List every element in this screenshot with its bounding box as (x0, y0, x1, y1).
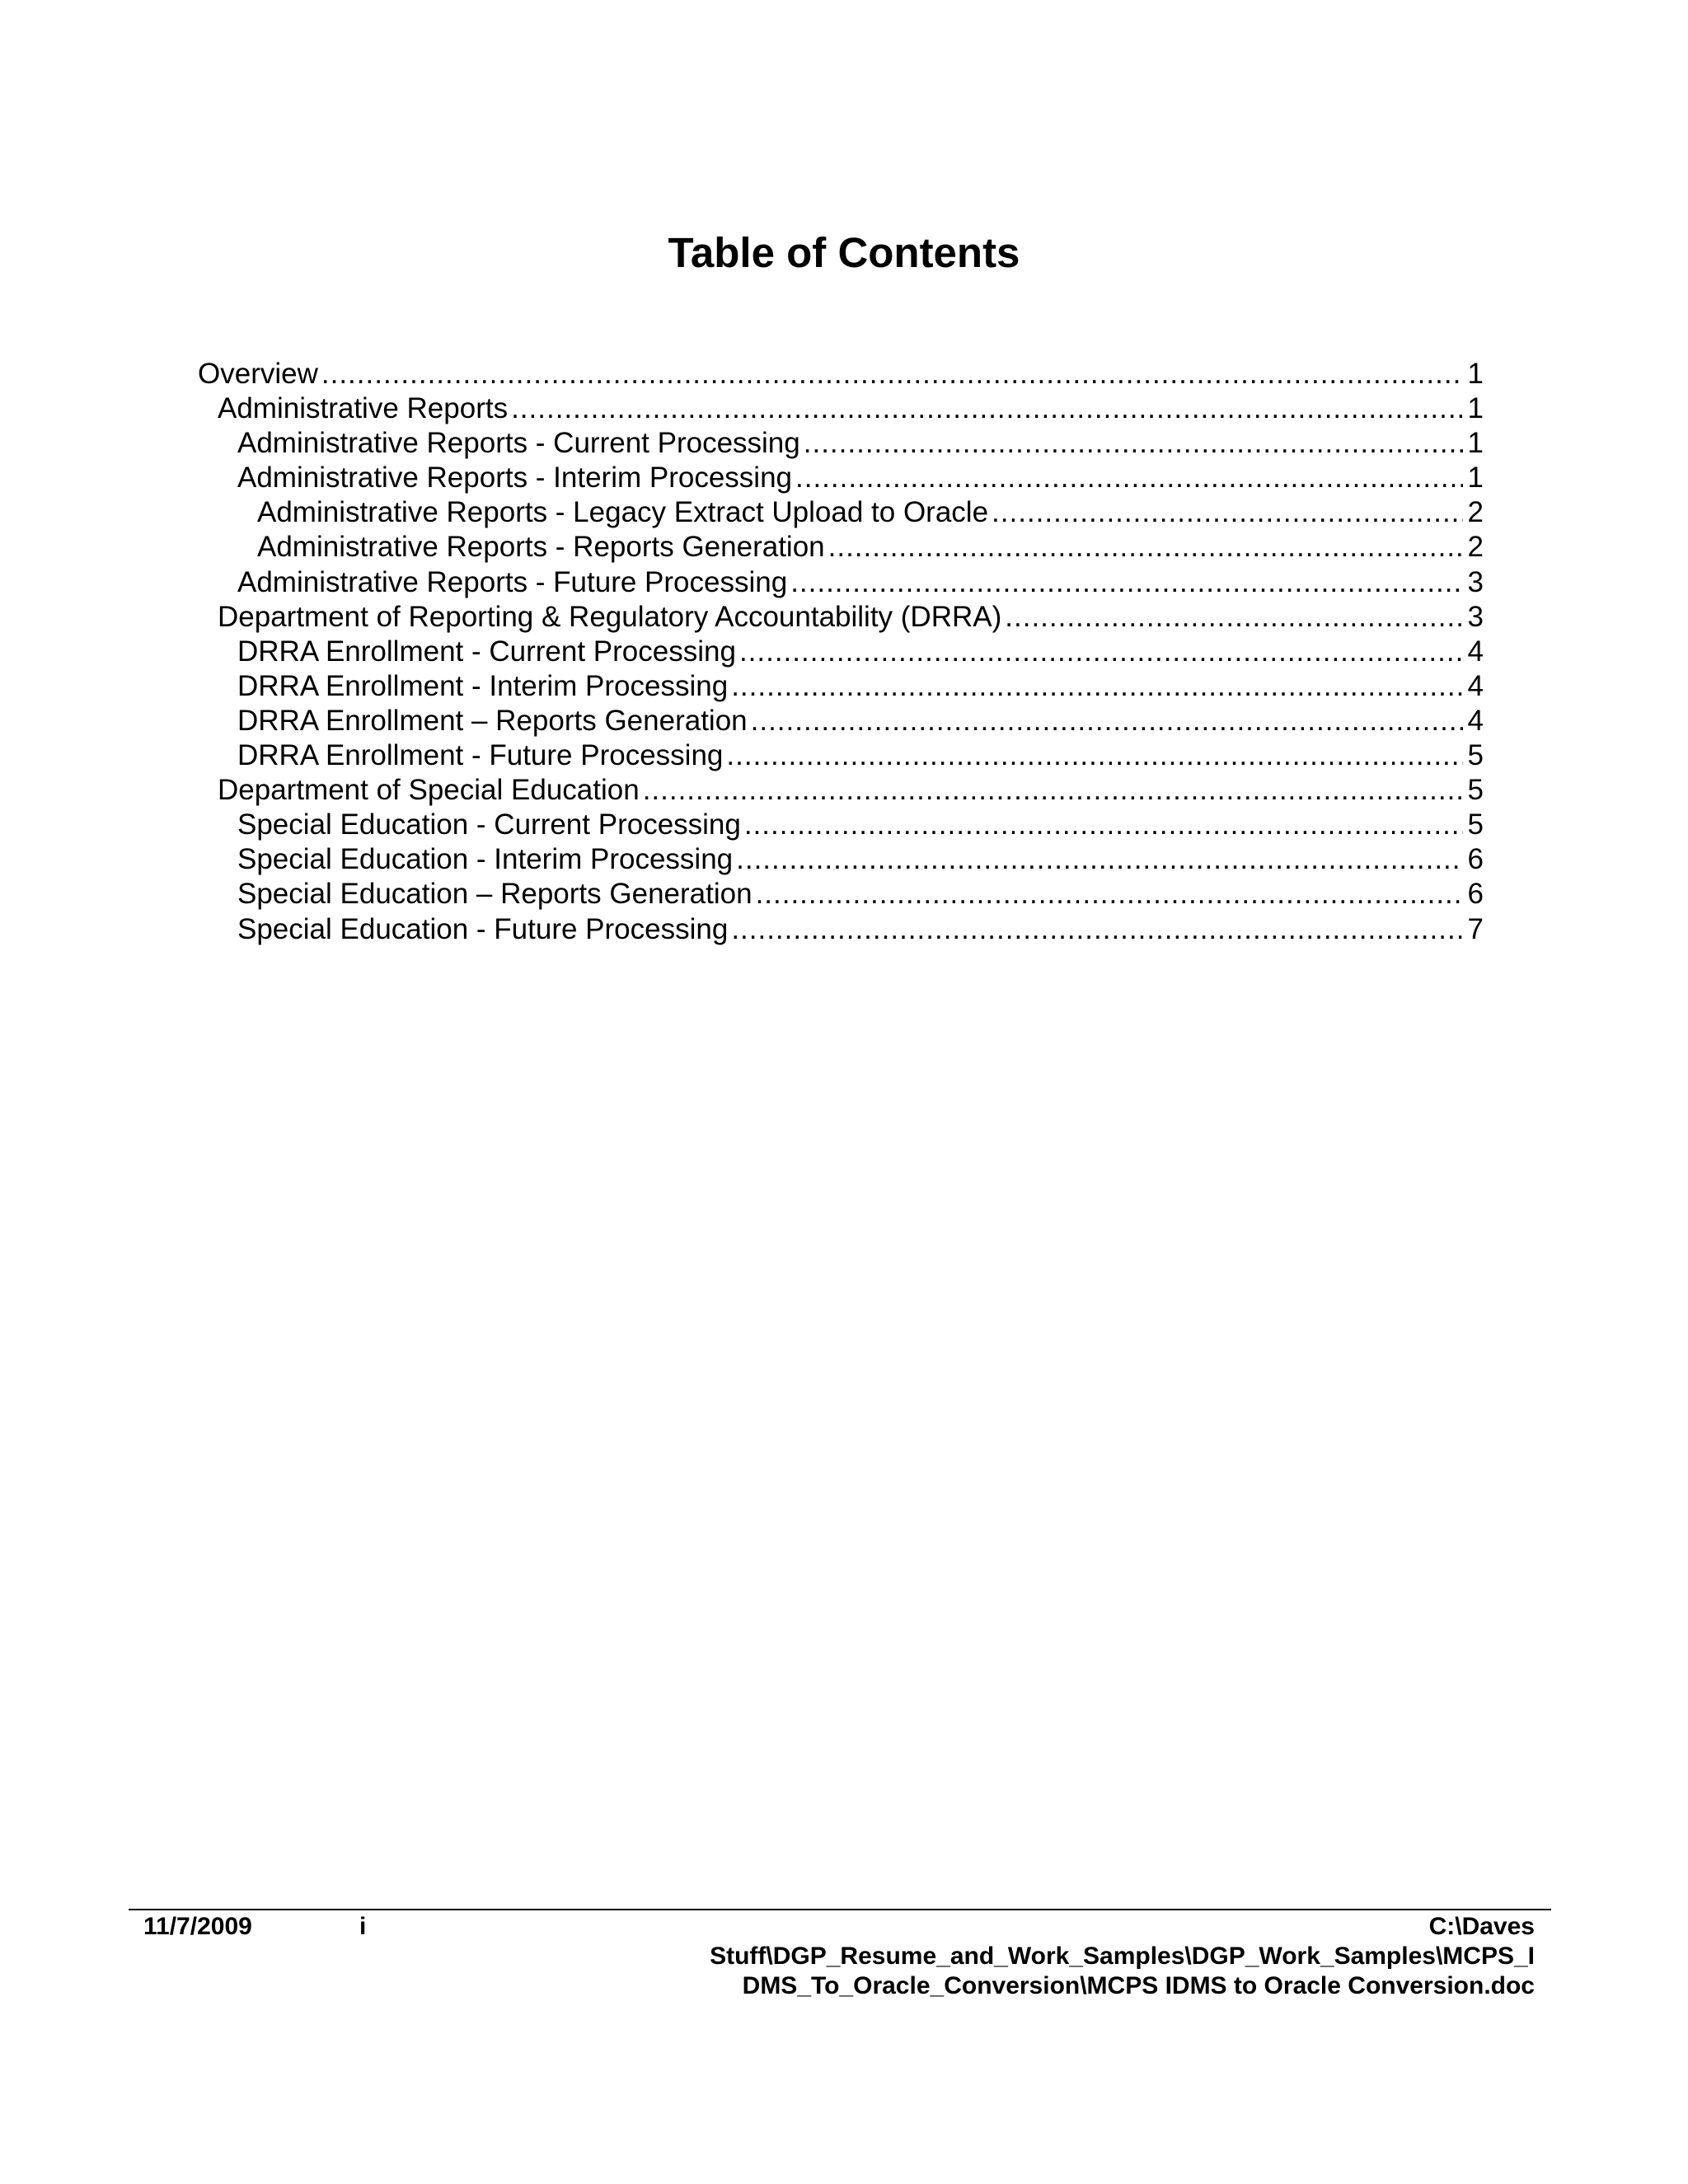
toc-dot-leader (744, 808, 1463, 842)
toc-entry-text: Department of Special Education (218, 774, 640, 807)
toc-entry[interactable] (198, 669, 1484, 704)
toc-entry-text: Overview (198, 358, 318, 390)
toc-entry[interactable] (198, 738, 1484, 773)
toc-entry-page: 1 (1467, 358, 1484, 390)
toc-entry-page: 2 (1467, 496, 1484, 529)
toc-dot-leader (828, 530, 1463, 565)
toc-entry-page: 4 (1467, 704, 1484, 737)
toc-entry-page: 7 (1467, 912, 1484, 945)
toc-entry-text: Administrative Reports - Reports Generation (257, 531, 825, 564)
toc-entry-text: DRRA Enrollment - Current Processing (237, 635, 736, 668)
toc-title: Table of Contents (668, 229, 1020, 276)
footer-path-line: Stuff\DGP_Resume_and_Work_Samples\DGP_Work_Samples\MCPS_I (710, 1943, 1535, 1970)
toc-entry-page: 5 (1467, 739, 1484, 772)
toc-entry[interactable] (198, 565, 1484, 600)
toc-entry-text: DRRA Enrollment – Reports Generation (237, 704, 748, 737)
toc-entry-text: Special Education - Interim Processing (237, 843, 734, 876)
toc-entry[interactable] (198, 704, 1484, 738)
toc-dot-leader (795, 461, 1463, 495)
toc-entry-text: Special Education - Current Processing (237, 808, 741, 841)
toc-entry-text: DRRA Enrollment - Future Processing (237, 739, 724, 772)
toc-entry-text: Special Education – Reports Generation (237, 878, 753, 911)
footer-date: 11/7/2009 (143, 1913, 252, 1940)
toc-entry-page: 6 (1467, 878, 1484, 911)
toc-entry-page: 4 (1467, 635, 1484, 668)
toc-entry-text: Administrative Reports - Interim Processing (237, 462, 792, 494)
toc-dot-leader (321, 357, 1463, 391)
table-of-contents (198, 357, 1484, 947)
toc-entry-text: Administrative Reports (218, 392, 509, 425)
toc-entry-text: Department of Reporting & Regulatory Accountability (DRRA) (218, 600, 1002, 633)
toc-dot-leader (790, 565, 1462, 600)
toc-entry[interactable] (198, 635, 1484, 669)
toc-entry[interactable] (198, 808, 1484, 842)
toc-dot-leader (511, 391, 1462, 426)
toc-dot-leader (731, 669, 1462, 704)
toc-dot-leader (736, 842, 1462, 877)
toc-dot-leader (643, 773, 1463, 808)
toc-entry[interactable] (198, 600, 1484, 635)
toc-entry[interactable] (198, 391, 1484, 426)
footer-path-line: C:\Daves (1428, 1913, 1535, 1940)
toc-entry-text: DRRA Enrollment - Interim Processing (237, 669, 729, 702)
toc-entry[interactable] (198, 495, 1484, 530)
toc-entry[interactable] (198, 461, 1484, 495)
toc-entry-page: 1 (1467, 462, 1484, 494)
toc-entry-page: 1 (1467, 427, 1484, 460)
toc-entry-page: 1 (1467, 392, 1484, 425)
toc-entry-page: 3 (1467, 565, 1484, 598)
toc-dot-leader (756, 877, 1463, 912)
toc-entry[interactable] (198, 773, 1484, 808)
toc-entry-text: Administrative Reports - Future Processing (237, 565, 788, 598)
toc-entry-text: Special Education - Future Processing (237, 912, 729, 945)
toc-entry-page: 6 (1467, 843, 1484, 876)
toc-entry-page: 3 (1467, 600, 1484, 633)
toc-entry[interactable] (198, 912, 1484, 947)
toc-entry-page: 4 (1467, 669, 1484, 702)
toc-entry-page: 2 (1467, 531, 1484, 564)
toc-dot-leader (1005, 600, 1462, 635)
toc-entry[interactable] (198, 357, 1484, 391)
footer-page-number: i (359, 1913, 367, 1940)
toc-entry-page: 5 (1467, 808, 1484, 841)
toc-entry-text: Administrative Reports - Current Processing (237, 427, 800, 460)
toc-dot-leader (751, 704, 1463, 738)
toc-entry[interactable] (198, 877, 1484, 912)
toc-dot-leader (731, 912, 1462, 947)
toc-dot-leader (992, 495, 1463, 530)
toc-entry[interactable] (198, 842, 1484, 877)
footer-path-line: DMS_To_Oracle_Conversion\MCPS IDMS to Oracle Conversion.doc (742, 1972, 1535, 1999)
toc-entry[interactable] (198, 426, 1484, 461)
footer-file-path (546, 1912, 1535, 2001)
toc-dot-leader (739, 635, 1463, 669)
toc-entry-text: Administrative Reports - Legacy Extract Upload to Oracle (257, 496, 989, 529)
toc-entry-page: 5 (1467, 774, 1484, 807)
footer-rule (129, 1909, 1551, 1910)
toc-entry[interactable] (198, 530, 1484, 565)
toc-dot-leader (726, 738, 1462, 773)
toc-dot-leader (804, 426, 1463, 461)
